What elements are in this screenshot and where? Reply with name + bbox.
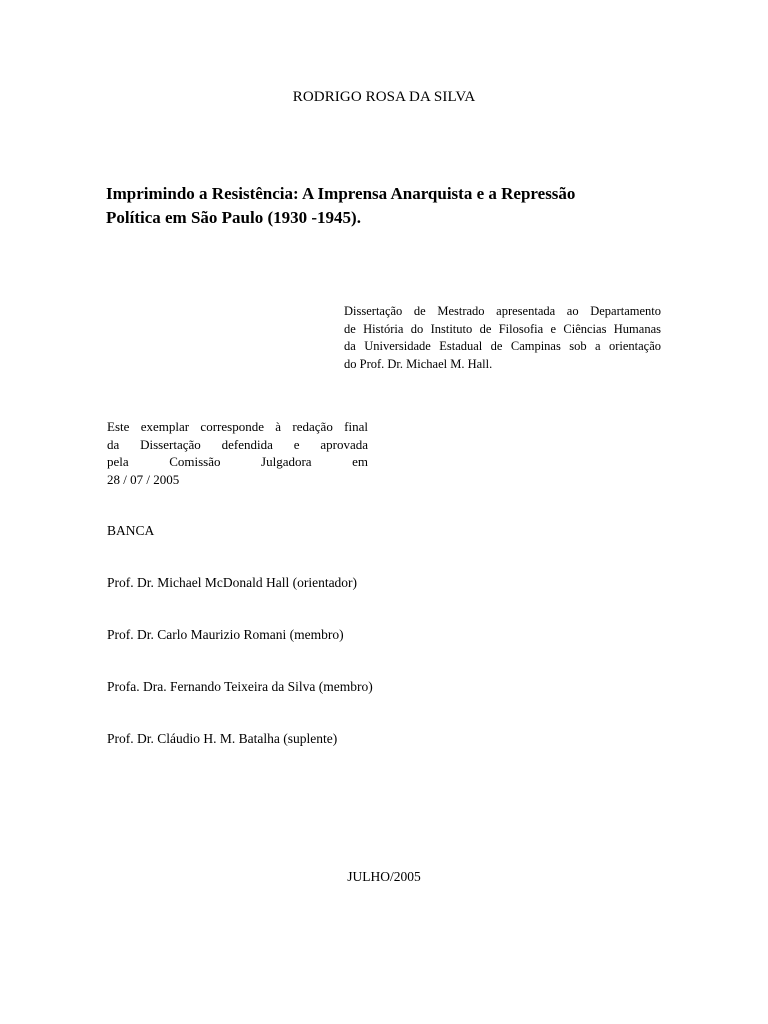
description-line: do Prof. Dr. Michael M. Hall. bbox=[344, 356, 493, 371]
approval-date: 28 / 07 / 2005 bbox=[107, 471, 180, 487]
banca-heading: BANCA bbox=[107, 523, 155, 538]
approval-note bbox=[107, 418, 368, 488]
banca-member: Profa. Dra. Fernando Teixeira da Silva (membro) bbox=[107, 679, 373, 694]
title-line: Imprimindo a Resistência: A Imprensa Anarquista e a Repressão bbox=[106, 184, 576, 203]
description-line: de História do Instituto de Filosofia e Ciências Humanas bbox=[344, 321, 661, 336]
approval-note-line: pela Comissão Julgadora em bbox=[107, 454, 368, 469]
dissertation-description bbox=[344, 303, 661, 373]
title-line: Política em São Paulo (1930 -1945). bbox=[106, 208, 361, 227]
banca-member: Prof. Dr. Cláudio H. M. Batalha (suplente) bbox=[107, 731, 338, 746]
description-line: Dissertação de Mestrado apresentada ao Departamento bbox=[344, 304, 661, 318]
publication-date: JULHO/2005 bbox=[347, 869, 421, 884]
author-name: RODRIGO ROSA DA SILVA bbox=[292, 89, 476, 105]
description-line: da Universidade Estadual de Campinas sob a orientação bbox=[344, 339, 661, 353]
banca-member: Prof. Dr. Carlo Maurizio Romani (membro) bbox=[107, 627, 344, 642]
dissertation-title bbox=[106, 182, 666, 230]
banca-member: Prof. Dr. Michael McDonald Hall (orientador) bbox=[107, 575, 358, 590]
approval-note-line: Este exemplar corresponde à redação final bbox=[107, 419, 368, 434]
approval-note-line: da Dissertação defendida e aprovada bbox=[107, 436, 368, 452]
